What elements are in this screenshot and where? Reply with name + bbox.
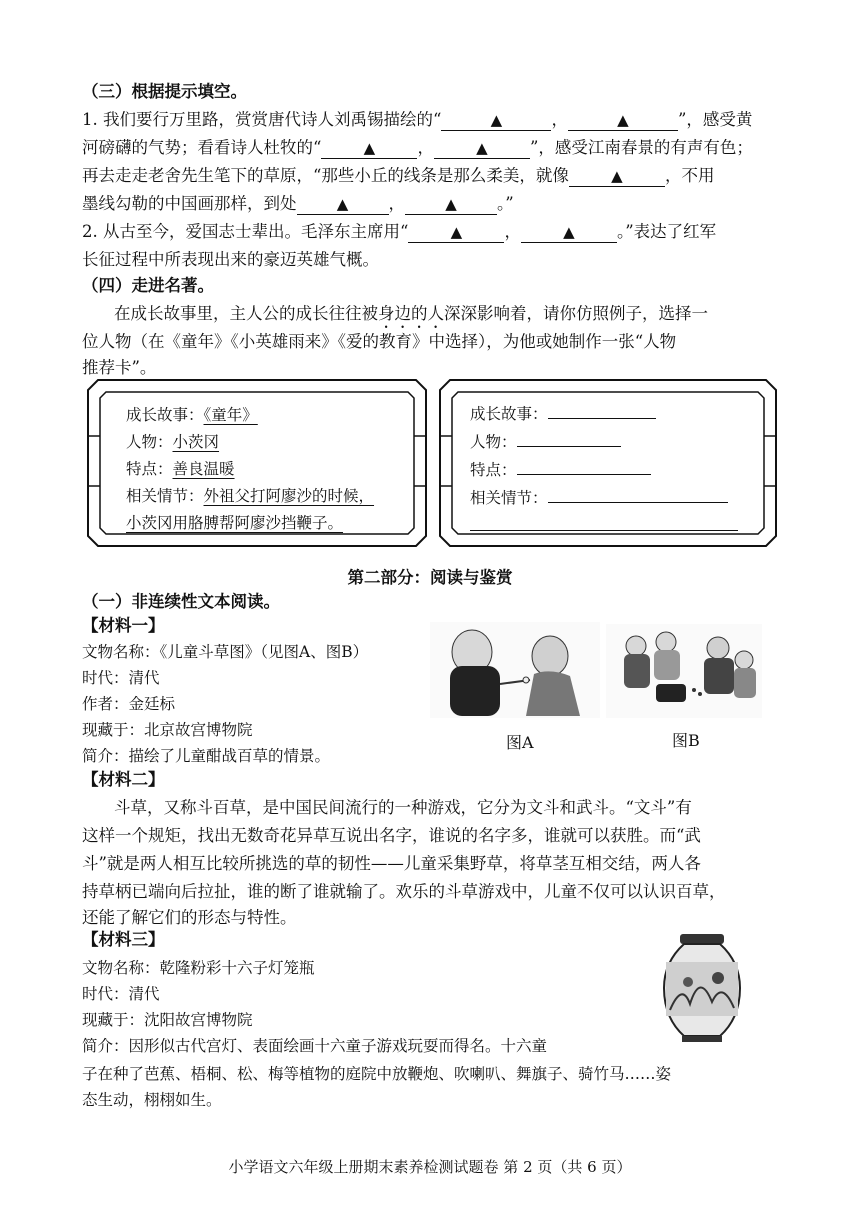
section3-heading: （三）根据提示填空。 (82, 82, 247, 101)
m3-era: 时代：清代 (82, 985, 160, 1003)
answer-blank[interactable]: ▲ (434, 138, 530, 159)
card-answer-line[interactable] (470, 512, 738, 531)
q1-line4: 墨线勾勒的中国画那样，到处 ▲ ， ▲ 。” (82, 194, 514, 213)
answer-blank[interactable]: ▲ (569, 166, 665, 187)
example-card-content: 成长故事：《童年》 人物：小茨冈 特点：善良温暖 相关情节：外祖父打阿廖沙的时候， 小茨冈用胳膊帮阿廖沙挡鞭子。 (126, 406, 375, 532)
q2-line1: 2. 从古至今，爱国志士辈出。毛泽东主席用“ ▲ ， ▲ 。”表达了红军 (82, 222, 717, 241)
m2-para-line4: 持草柄已端向后拉扯，谁的断了谁就输了。欢乐的斗草游戏中，儿童不仅可以认识百草， (82, 882, 726, 901)
caption-b: 图B (672, 731, 700, 750)
m3-name: 文物名称：乾隆粉彩十六子灯笼瓶 (82, 959, 315, 977)
card-answer-line[interactable] (517, 428, 621, 447)
answer-blank[interactable]: ▲ (297, 194, 389, 215)
q1-line2: 河磅礴的气势；看看诗人杜牧的“ ▲ ， ▲ ”，感受江南春景的有声有色； (82, 138, 753, 157)
card-answer-line[interactable] (548, 400, 656, 419)
m2-para-line1: 斗草，又称斗百草，是中国民间流行的一种游戏，它分为文斗和武斗。“文斗”有 (114, 798, 692, 817)
m1-intro: 简介：描绘了儿童酣战百草的情景。 (82, 747, 331, 765)
q2-line2: 长征过程中所表现出来的豪迈英雄气概。 (82, 250, 379, 269)
m3-heading: 【材料三】 (82, 930, 165, 949)
page-footer: 小学语文六年级上册期末素养检测试题卷 第 2 页（共 6 页） (228, 1158, 632, 1176)
section4-intro-line2: 位人物（在《童年》《小英雄雨来》《爱的教育》中选择），为他或她制作一张“人物 (82, 332, 677, 351)
card-answer-line[interactable] (517, 456, 651, 475)
section4-intro-line3: 推荐卡”。 (82, 358, 157, 377)
painting-a-image (430, 622, 600, 718)
section4-intro-line1: 在成长故事里，主人公的成长往往被身边的人深深影响着，请你仿照例子，选择一 (114, 304, 708, 323)
m2-para-line3: 斗”就是两人相互比较所挑选的草的韧性——儿童采集野草，将草茎互相交结，两人各 (82, 854, 701, 873)
card-answer-line[interactable] (548, 484, 728, 503)
m1-heading: 【材料一】 (82, 616, 165, 635)
answer-blank[interactable]: ▲ (408, 222, 504, 243)
answer-blank[interactable]: ▲ (568, 110, 678, 131)
m2-para-line2: 这样一个规矩，找出无数奇花异草互说出名字，谁说的名字多，谁就可以获胜。而“武 (82, 826, 701, 845)
m1-era: 时代：清代 (82, 669, 160, 687)
m3-intro-line1: 简介：因形似古代宫灯、表面绘画十六童子游戏玩耍而得名。十六童 (82, 1037, 548, 1055)
answer-blank[interactable]: ▲ (441, 110, 551, 131)
answer-blank[interactable]: ▲ (321, 138, 417, 159)
answer-blank[interactable]: ▲ (521, 222, 617, 243)
m2-para-line5: 还能了解它们的形态与特性。 (82, 908, 297, 927)
answer-blank[interactable]: ▲ (405, 194, 497, 215)
part2-sub1: （一）非连续性文本阅读。 (82, 592, 280, 611)
m3-intro-line3: 态生动，栩栩如生。 (82, 1091, 222, 1109)
m2-heading: 【材料二】 (82, 770, 165, 789)
vase-image (660, 932, 744, 1044)
m1-author: 作者：金廷标 (82, 695, 176, 713)
part2-title: 第二部分：阅读与鉴赏 (347, 568, 513, 587)
q1-line3: 再去走走老舍先生笔下的草原，“那些小丘的线条是那么柔美，就像 ▲ ，不用 (82, 166, 715, 185)
m1-name: 文物名称：《儿童斗草图》（见图A、图B） (82, 643, 369, 661)
blank-card-content: 成长故事： 人物： 特点： 相关情节： (470, 400, 738, 540)
m3-location: 现藏于：沈阳故宫博物院 (82, 1011, 253, 1029)
section4-heading: （四）走进名著。 (82, 276, 214, 295)
m3-intro-line2: 子在种了芭蕉、梧桐、松、梅等植物的庭院中放鞭炮、吹喇叭、舞旗子、骑竹马……姿 (82, 1065, 672, 1083)
q1-line1: 1. 我们要行万里路，赏赏唐代诗人刘禹锡描绘的“ ▲ ， ▲ ”，感受黄 (82, 110, 753, 129)
m1-location: 现藏于：北京故宫博物院 (82, 721, 253, 739)
painting-b-image (606, 624, 762, 718)
caption-a: 图A (506, 733, 534, 752)
